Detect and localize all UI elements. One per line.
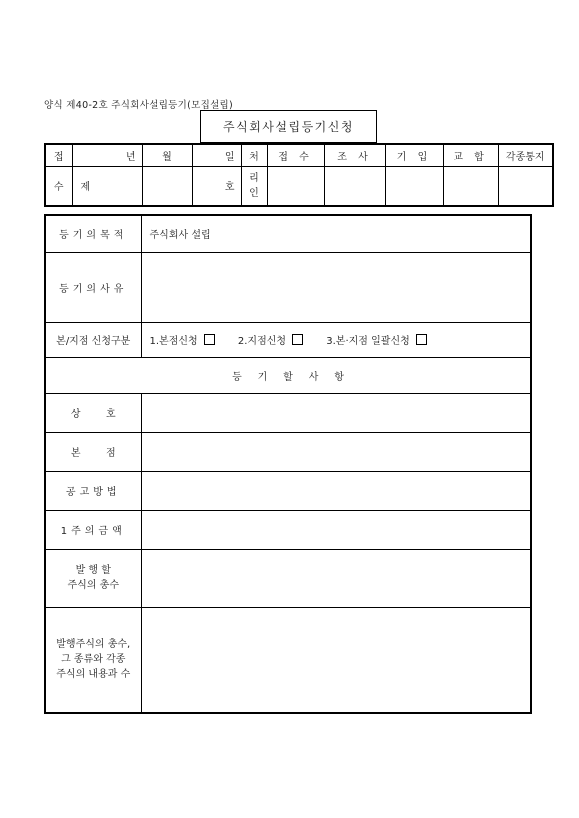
receipt-label-top: 접 [45,144,72,166]
receipt-table [44,143,554,207]
issuable-shares-field[interactable] [141,549,531,607]
notice-field[interactable] [498,166,553,206]
issued-shares-label: 발행주식의 총수, 그 종류와 각종 주식의 내용과 수 [45,607,141,713]
receipt-day: 일 [192,144,241,166]
notice-method-field[interactable] [141,471,531,510]
col-notice: 각종통지 [498,144,553,166]
receipt-month: 월 [142,144,192,166]
form-number: 양식 제40-2호 주식회사설립등기(모집설립) [44,100,234,111]
col-verify: 교 합 [443,144,498,166]
col-entry: 기 입 [385,144,443,166]
checkbox-head-office[interactable] [204,334,215,345]
par-value-label: 1주의금액 [45,510,141,549]
issuable-shares-label: 발 행 할 주식의 총수 [45,549,141,607]
branch-options [141,322,531,357]
reason-label: 등기의사유 [45,252,141,322]
option-branch: 2.지점신청 [237,336,287,347]
option-both: 3.본·지점 일괄신청 [326,336,410,347]
trade-name-field[interactable] [141,393,531,432]
head-office-field[interactable] [141,432,531,471]
receipt-field[interactable] [267,166,324,206]
branch-label: 본/지점 신청구분 [45,322,141,357]
col-receipt: 접 수 [267,144,324,166]
receipt-label-bottom: 수 [45,166,72,206]
checkbox-both[interactable] [416,334,427,345]
head-office-label: 본 점 [45,432,141,471]
purpose-label: 등기의목적 [45,215,141,252]
form-title: 주식회사설립등기신청 [200,110,377,143]
process-label-2: 리 인 [241,166,267,206]
registration-table [44,214,532,714]
review-field[interactable] [324,166,385,206]
option-head-office: 1.본점신청 [149,336,198,347]
verify-field[interactable] [443,166,498,206]
receipt-no-suffix: 호 [192,166,241,206]
trade-name-label: 상 호 [45,393,141,432]
col-review: 조 사 [324,144,385,166]
receipt-year: 년 [72,144,142,166]
issued-shares-field[interactable] [141,607,531,713]
entry-field[interactable] [385,166,443,206]
checkbox-branch[interactable] [292,334,303,345]
receipt-no-prefix: 제 [72,166,142,206]
purpose-value: 주식회사 설립 [141,215,531,252]
process-label-1: 처 [241,144,267,166]
par-value-field[interactable] [141,510,531,549]
reason-field[interactable] [141,252,531,322]
notice-method-label: 공고방법 [45,471,141,510]
section-header: 등 기 할 사 항 [45,357,531,393]
